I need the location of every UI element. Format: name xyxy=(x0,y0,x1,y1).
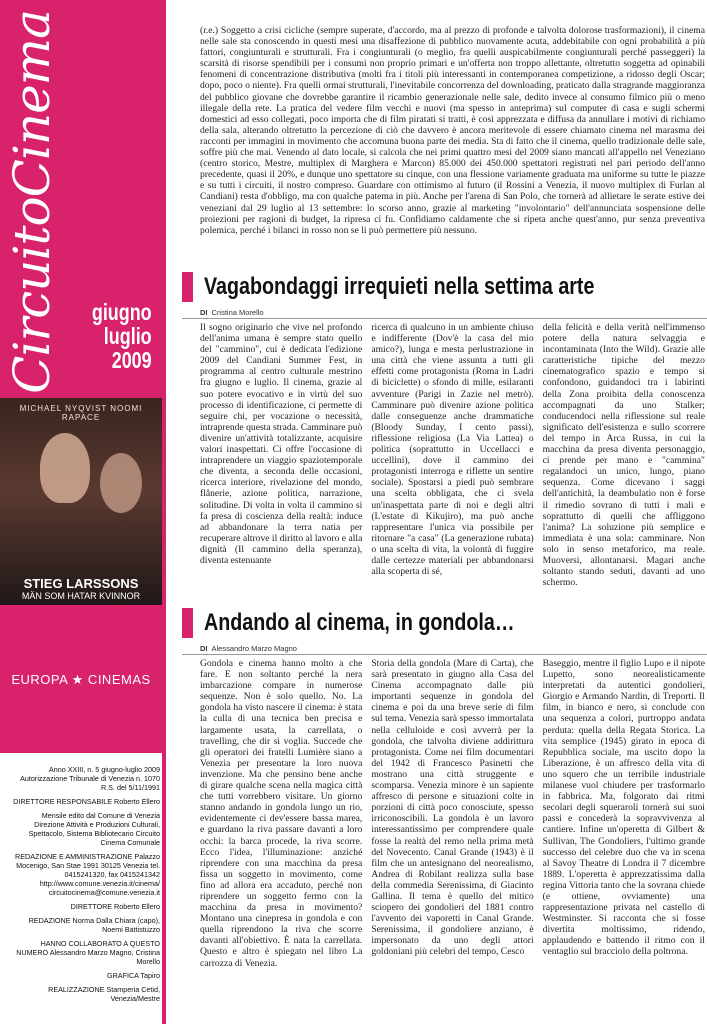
article-column: Gondola e cinema hanno molto a che fare. E non soltanto perché la nera imbarcazione compare in numerose sequenze. Non è solo quello. No. La gondola ha visto nascere il cinema: è stata la culla di una tecnica ben precisa e largamente usata, la carrellata, o travelling, che dir si voglia. Succede che gli operatori dei fratelli Lumière siano a Venezia per presentare la loro nuova invenzione. Ma che pensino bene anche di girare qualche scena nella magica città che tutti vorrebbero visitare. Un giorno stanno andando in gondola lungo un rio, evidentemente ci dev'essere bassa marea, e guardano la riva passare davanti a loro occhi: la barca procede, la riva scorre. Ecco l'idea, l'illuminazione: anziché riprendere con una macchina da presa fissa un soggetto in movimento, come fino ad allora era accaduto, perché non riprendere un soggetto fermo con la macchina da presa in movimento? Montano una cinepresa in gondola e con quella riprendono la riva che scorre davanti all'obiettivo. È nata la carrellata. Questo e altro è spiegato nel libro La carrozza di Venezia. xyxy=(200,658,363,969)
colophon xyxy=(10,765,160,1008)
date-month-1: giugno xyxy=(92,299,152,325)
film-poster xyxy=(0,398,162,605)
divider xyxy=(182,318,707,319)
colophon-line: Anno XXIII, n. 5 giugno-luglio 2009 Autorizzazione Tribunale di Venezia n. 1070 R.S. del 5/11/1991 xyxy=(20,765,160,792)
article-title: Andando al cinema, in gondola… xyxy=(204,609,515,636)
masthead-logo: CircuitoCinema xyxy=(3,10,61,394)
colophon-line: REALIZZAZIONE Stamperia Cetid, Venezia/Mestre xyxy=(48,985,160,1003)
heading-bar xyxy=(182,608,193,638)
article-body xyxy=(200,658,705,969)
editorial-intro: (r.e.) Soggetto a crisi cicliche (sempre superate, d'accordo, ma al prezzo di profonde e talvolta dolorose trasformazioni), il cinema nelle sale sta conoscendo in questi mesi una disaffezione di pubblico nuovamente acuta, addebitabile con ogni probabilità a più fattori, congiunturali e strutturali. Fra i congiunturali (o meglio, fra quelli auspicabilmente congiunturali perché passeggeri) la scarsità di risorse spendibili per i consumi non proprio primari e un'offerta non troppo allettante, oltretutto soggetta ad opinabili fenomeni di concentrazione distributiva (molti fra i titoli più interessanti in contemporanea competizione, a ridosso degli Oscar; dopo, poco o niente). Fra quelli ormai strutturali, l'inevitabile concorrenza del downloading, praticato dalla stragrande maggioranza del pubblico giovane che dovrebbe garantire il ricambio generazionale nelle sale, dedito invece al consumo filmico più o meno illegale della rete. La pratica del vedere film vecchi e nuovi (ma spesso in anteprima) sul computer di casa e sugli schermi domestici ad esso collegati, poco importa che di film piratati si tratti, è così apprezzata e diffusa da annullare i motivi di richiamo della sala, alterando oltretutto la percezione di ciò che davvero è ancora meritevole di essere chiamato cinema nel marasma dei racconti per immagini in movimento che accomuna buona parte dei media. Sta di fatto che il cinema, quello tradizionale delle sale, soffre più che mai. Venendo al dato locale, si calcola che nei primi quattro mesi del 2009 siano mancati all'appello nel Veneziano (centro storico, Mestre, multiplex di Marghera e Marcon) 85.000 dei 450.000 spettatori registrati nel pari periodo dell'anno precedente, quasi il 20%, e dunque uno spettatore su cinque, con una flessione variamente graduata ma uniforme su tutte le piazze e su tutti i circuiti, il nostro compreso. Guardare con ottimismo al futuro (il Rossini a Venezia, il nuovo multiplex di Furlan al Candiani) resta d'obbligo, ma con qualche patema in più. Anche per l'arena di San Polo, che tornerà ad allietare le serate estive dei veneziani dal 29 luglio al 13 settembre: lo scorso anno, grazie al marketing "involontario" dell'annunciata sospensione delle proiezioni per ragioni di budget, la ripresa ci fu. Confidiamo caldamente che si ripeta anche quest'anno, pur senza preventiva polemica, perché i bilanci in rosso non se li può permettere più nessuno. xyxy=(200,25,705,236)
colophon-line: GRAFICA Tapiro xyxy=(107,971,160,980)
article-column: della felicità e della verità nell'immenso potere della natura selvaggia e incontaminata (Into the Wild). Grazie alle caratteristiche tipiche del mezzo cinematografico spazio e tempo si confondono, guidandoci tra i labirinti della Zona proibita della conoscenza accompagnati da uno Stalker; conducendoci nella riflessione sul reale significato dell'esistenza e sullo scorrere del tempo in Arca Russa, in cui la macchina da presa diventa personaggio, ci prende per mano e "cammina" regalandoci un unico, lungo, piano sequenza. Come dicevano i saggi dell'antichità, la deambulatio non è forse il rimedio sovrano di tutti i mali e soprattutto di quelli che affliggono l'anima? La soluzione più semplice e immediata è una sola: camminare. Non solo in senso metaforico, ma reale. Muoversi, allontanarsi. Magari anche soltanto stando seduti, davanti ad uno schermo. xyxy=(542,322,705,589)
byline: DI Alessandro Marzo Magno xyxy=(200,644,297,653)
poster-subtitle: MÄN SOM HATAR KVINNOR xyxy=(21,591,141,601)
divider xyxy=(182,654,707,655)
masthead-panel xyxy=(0,0,162,398)
article-heading xyxy=(182,270,697,304)
colophon-line: DIRETTORE Roberto Ellero xyxy=(70,902,160,911)
colophon-line: Mensile edito dal Comune di Venezia Direzione Attività e Produzioni Culturali, Spettacolo, Sistema Bibliotecario Circuito Cinema Comunale xyxy=(28,811,160,847)
divider xyxy=(162,0,166,1024)
article-body xyxy=(200,322,705,588)
article-column: Il sogno originario che vive nel profondo dell'anima umana è sempre stato quello del "cammino", cui è dedicata l'edizione 2009 del Candiani Summer Fest, in programma al centro culturale mestrino fra giugno e luglio. Il cinema, grazie al suo potere evocativo e in virtù del suo processo di identificazione, ci permette di seguire chi, per vocazione o necessità, intraprende questa strada. Camminare può divenire un'attività totalizzante, acquisire valori inaspettati. Ci offre l'occasione di intraprendere un viaggio spaziotemporale che diventa, a seconda delle occasioni, ricerca interiore, rivelazione del mondo, flânerie, azione politica, narrazione, solitudine. Di volta in volta il cammino si fa presa di coscienza della realtà: induce ad abbandonare la terra natia per recuperare altrove il diritto al lavoro e alla dignità (Il cammino della speranza), diventa estenuante xyxy=(200,322,363,566)
article-title: Vagabondaggi irrequieti nella settima arte xyxy=(204,273,595,300)
article-column: Storia della gondola (Mare di Carta), che sarà presentato in giugno alla Casa del Cinema accompagnato dalle più importanti sequenze in gondola del cinema e poi da una breve serie di film sul tema. Venezia sarà spesso immortalata nella celluloide e così avverrà per la gondola, che talvolta diviene addirittura protagonista. Come nei film documentari del 1942 di Francesco Pasinetti che mostrano una città struggente e scomparsa. Venezia minore è un sapiente affresco di persone e situazioni colte in porzioni di città poco conosciute, spesso irriconoscibili. La gondola è un lavoro interessantissimo per comprendere quale fosse la realtà del remo nella prima metà del Novecento. Canal Grande (1943) è il film che un antesignano del neorealismo, Andrea di Robilant realizza sulla base della commedia Serenissima, di Giacinto Gallina. Il tema è quello del mitico sciopero dei gondolieri del 1881 contro l'avvento dei vaporetti in Canal Grande. Serenissima, il gondoliere anziano, è impersonato da uno degli attori goldoniani più celebri del tempo, Cesco xyxy=(371,658,534,958)
byline: DI Cristina Morello xyxy=(200,308,264,317)
europa-cinemas-logo: EUROPA ★ CINEMAS xyxy=(11,672,151,687)
date-year: 2009 xyxy=(112,347,152,373)
issue-date xyxy=(92,300,152,372)
heading-bar xyxy=(182,272,193,302)
sidebar xyxy=(0,0,175,1024)
colophon-line: REDAZIONE Norma Dalla Chiara (capo), Noemi Battistuzzo xyxy=(28,916,160,934)
colophon-line: DIRETTORE RESPONSABILE Roberto Ellero xyxy=(13,797,160,806)
colophon-line: REDAZIONE E AMMINISTRAZIONE Palazzo Mocenigo, San Stae 1991 30125 Venezia tel. 0415241320, fax 0415241342 http://www.comune.venezia.it/cinema/ circuitocinema@comune.venezia.it xyxy=(15,852,160,897)
poster-title: STIEG LARSSONS xyxy=(23,576,139,591)
poster-cast: MICHAEL NYQVIST NOOMI RAPACE xyxy=(19,404,143,422)
poster-figure xyxy=(40,433,90,503)
colophon-line: HANNO COLLABORATO A QUESTO NUMERO Alessandro Marzo Magno, Cristina Morello xyxy=(16,939,160,966)
article-heading xyxy=(182,606,697,640)
date-month-2: luglio xyxy=(104,323,152,349)
article-column: Baseggio, mentre il figlio Lupo e il nipote Lupetto, sono neorealisticamente interpretati da autentici gondolieri, Giorgio e Armando Nardin, di Treporti. Il film, in bianco e nero, si conclude con una sequenza a colori, purtroppo andata perduta: quella della Regata Storica. La vita semplice (1945) girato in epoca di Repubblica sociale, ma uscito dopo la Liberazione, è un affresco della vita di uno squero che un terribile industriale milanese vuol chiudere per trasformarlo in fabbrica. Ma, folgorato dai ritmi secolari degli squeraroli tornerà sui suoi passi e concederà la sopravvivenza al cantiere. Infine un'operetta di Gilbert & Sullivan, The Gondoliers, l'ultimo grande successo del celebre duo che va in scena al Savoy Theatre di Londra il 7 dicembre 1889. L'operetta è apprezzatissima dalla regina Vittoria tanto che la sovrana chiede (e ottiene, ovviamente) una rappresentazione privata nel castello di Westminster. Si racconta che si fosse divertita moltissimo, ridendo, applaudendo e battendo il ritmo con il ventaglio sul bracciolo della poltrona. xyxy=(542,658,705,958)
article-column: ricerca di qualcuno in un ambiente chiuso e indifferente (Dov'è la casa del mio amico?), lunga e mesta perlustrazione in una città che viene assunta a tutti gli effetti come protagonista (Roma in Ladri di biciclette) o sfondo di mille, esilaranti avventure (Parigi in Zazie nel metrò). Camminare può divenire azione politica dalle conseguenze anche drammatiche (Bloody Sunday, I cento passi), riflessione religiosa (La Via Lattea) o politica (soprattutto in Uccellacci e uccellini), dove il cammino dei protagonisti interroga e riflette un sentire sociale). Spostarsi a piedi può sembrare una scelta obbligata, che ci svela un'inaspettata parte di noi e degli altri (L'estate di Kikujiro), ma può anche rappresentare l'unica via possibile per ritornare "a casa" (La generazione rubata) o una scelta di vita, la volontà di fuggire dalle certezze materiali per abbandonarsi alla scoperta di sé, xyxy=(371,322,534,578)
poster-figure xyxy=(100,453,142,513)
